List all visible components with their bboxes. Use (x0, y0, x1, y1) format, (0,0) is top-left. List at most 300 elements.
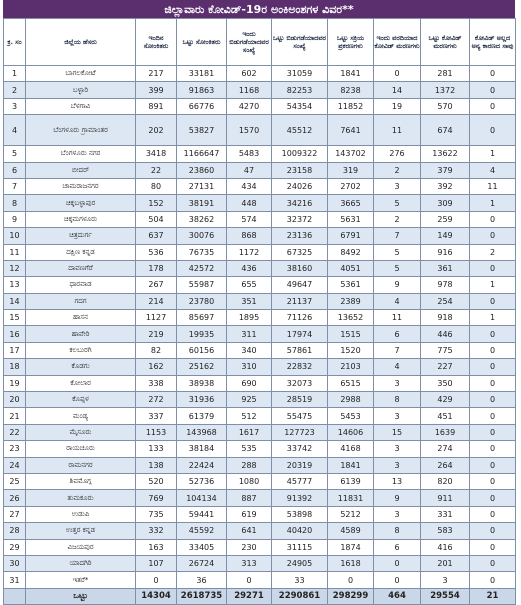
cell-non-covid-deaths: 0 (470, 490, 516, 506)
cell-today-discharged: 641 (227, 523, 272, 539)
cell-today-deaths: 9 (374, 277, 421, 293)
cell-total-cases: 61379 (177, 408, 227, 424)
cell-active-cases: 4051 (328, 260, 374, 276)
cell-total-deaths: 259 (421, 211, 470, 227)
cell-non-covid-deaths: 0 (470, 572, 516, 588)
col-header-district: ಜಿಲ್ಲೆಯ ಹೆಸರು (26, 19, 136, 66)
cell-district: ರಾಯಚೂರು (26, 441, 136, 457)
cell-total-discharged: 71126 (272, 310, 328, 326)
cell-today-discharged: 4270 (227, 98, 272, 114)
cell-active-cases: 11831 (328, 490, 374, 506)
table-row (4, 555, 516, 571)
cell-total-deaths: 820 (421, 473, 470, 489)
cell-today-discharged: 448 (227, 195, 272, 211)
cell-today-discharged: 436 (227, 260, 272, 276)
total-non-covid-deaths: 21 (470, 588, 516, 604)
total-total-discharged: 2290861 (272, 588, 328, 604)
cell-non-covid-deaths: 0 (470, 211, 516, 227)
cell-total-deaths: 674 (421, 115, 470, 146)
cell-total-deaths: 350 (421, 375, 470, 391)
cell-today-discharged: 868 (227, 228, 272, 244)
cell-today-deaths: 0 (374, 66, 421, 82)
cell-today-discharged: 434 (227, 178, 272, 194)
cell-district: ಉಡುಪಿ (26, 506, 136, 522)
cell-today-deaths: 6 (374, 539, 421, 555)
col-header-active-cases: ಒಟ್ಟು ಸಕ್ರಿಯ ಪ್ರಕರಣಗಳು (328, 19, 374, 66)
cell-total-cases: 76735 (177, 244, 227, 260)
cell-today-cases: 520 (136, 473, 177, 489)
cell-total-cases: 31936 (177, 392, 227, 408)
cell-total-discharged: 32073 (272, 375, 328, 391)
cell-total-deaths: 775 (421, 342, 470, 358)
col-header-total-deaths: ಒಟ್ಟು ಕೋವಿಡ್ ಮರಣಗಳು (421, 19, 470, 66)
cell-total-deaths: 264 (421, 457, 470, 473)
cell-total-deaths: 429 (421, 392, 470, 408)
table-row (4, 490, 516, 506)
cell-active-cases: 1841 (328, 66, 374, 82)
cell-total-discharged: 55475 (272, 408, 328, 424)
total-label: ಒಟ್ಟು (26, 588, 136, 604)
cell-total-deaths: 361 (421, 260, 470, 276)
cell-today-discharged: 602 (227, 66, 272, 82)
cell-sl: 15 (4, 310, 26, 326)
cell-today-cases: 133 (136, 441, 177, 457)
cell-total-deaths: 149 (421, 228, 470, 244)
cell-non-covid-deaths: 0 (470, 375, 516, 391)
cell-today-deaths: 3 (374, 506, 421, 522)
table-row (4, 228, 516, 244)
cell-total-cases: 27131 (177, 178, 227, 194)
cell-total-cases: 143968 (177, 424, 227, 440)
cell-active-cases: 319 (328, 162, 374, 178)
cell-today-deaths: 3 (374, 457, 421, 473)
cell-non-covid-deaths: 1 (470, 146, 516, 162)
cell-active-cases: 2389 (328, 293, 374, 309)
cell-sl: 25 (4, 473, 26, 489)
cell-today-discharged: 574 (227, 211, 272, 227)
cell-today-cases: 1127 (136, 310, 177, 326)
cell-today-deaths: 3 (374, 178, 421, 194)
cell-non-covid-deaths: 0 (470, 293, 516, 309)
cell-today-deaths: 11 (374, 115, 421, 146)
cell-total-cases: 91863 (177, 82, 227, 98)
cell-district: ಬೆಳಗಾವಿ (26, 98, 136, 114)
cell-district: ಬೆಂಗಳೂರು ನಗರ (26, 146, 136, 162)
cell-sl: 30 (4, 555, 26, 571)
cell-today-cases: 891 (136, 98, 177, 114)
cell-total-discharged: 31115 (272, 539, 328, 555)
cell-non-covid-deaths: 0 (470, 82, 516, 98)
cell-today-deaths: 3 (374, 375, 421, 391)
cell-total-cases: 59441 (177, 506, 227, 522)
cell-today-deaths: 11 (374, 310, 421, 326)
cell-today-cases: 178 (136, 260, 177, 276)
cell-today-cases: 138 (136, 457, 177, 473)
total-total-cases: 2618735 (177, 588, 227, 604)
cell-total-cases: 23860 (177, 162, 227, 178)
cell-today-discharged: 5483 (227, 146, 272, 162)
cell-today-cases: 272 (136, 392, 177, 408)
cell-total-discharged: 33 (272, 572, 328, 588)
cell-non-covid-deaths: 0 (470, 555, 516, 571)
col-header-today-cases: ಇಂದಿನ ಸೋಂಕಿತರು (136, 19, 177, 66)
cell-total-discharged: 45512 (272, 115, 328, 146)
cell-total-discharged: 23136 (272, 228, 328, 244)
cell-today-discharged: 1895 (227, 310, 272, 326)
table-row (4, 162, 516, 178)
total-today-cases: 14304 (136, 588, 177, 604)
cell-sl: 12 (4, 260, 26, 276)
cell-total-deaths: 392 (421, 178, 470, 194)
cell-sl: 1 (4, 66, 26, 82)
table-row (4, 146, 516, 162)
cell-active-cases: 1874 (328, 539, 374, 555)
cell-non-covid-deaths: 0 (470, 539, 516, 555)
cell-district: ಬಾಗಲಕೋಟೆ (26, 66, 136, 82)
cell-total-deaths: 1372 (421, 82, 470, 98)
total-today-deaths: 464 (374, 588, 421, 604)
table-row (4, 66, 516, 82)
cell-sl: 29 (4, 539, 26, 555)
district-stats-table (3, 18, 516, 605)
cell-today-deaths: 8 (374, 523, 421, 539)
cell-non-covid-deaths: 0 (470, 228, 516, 244)
cell-sl: 27 (4, 506, 26, 522)
cell-district: ಯಾದಗಿರಿ (26, 555, 136, 571)
cell-sl: 2 (4, 82, 26, 98)
cell-sl: 20 (4, 392, 26, 408)
cell-today-cases: 219 (136, 326, 177, 342)
report-title: ಜಿಲ್ಲಾವಾರು ಕೋವಿಡ್-19ರ ಅಂಕಿಅಂಶಗಳ ವಿವರ** (3, 0, 515, 18)
table-row (4, 506, 516, 522)
cell-total-discharged: 28519 (272, 392, 328, 408)
table-row (4, 277, 516, 293)
cell-today-deaths: 3 (374, 408, 421, 424)
cell-total-cases: 19935 (177, 326, 227, 342)
table-row (4, 408, 516, 424)
cell-active-cases: 11852 (328, 98, 374, 114)
cell-district: ಬೆಂಗಳೂರು ಗ್ರಾಮಾಂತರ (26, 115, 136, 146)
cell-total-cases: 66776 (177, 98, 227, 114)
cell-active-cases: 2988 (328, 392, 374, 408)
col-header-total-cases: ಒಟ್ಟು ಸೋಂಕಿತರು (177, 19, 227, 66)
total-active-cases: 298299 (328, 588, 374, 604)
table-row (4, 293, 516, 309)
cell-sl: 5 (4, 146, 26, 162)
cell-sl: 24 (4, 457, 26, 473)
cell-active-cases: 2103 (328, 359, 374, 375)
cell-district: ಮೈಸೂರು (26, 424, 136, 440)
cell-non-covid-deaths: 0 (470, 98, 516, 114)
cell-total-discharged: 31059 (272, 66, 328, 82)
cell-district: ದಾವಣಗೆರೆ (26, 260, 136, 276)
cell-today-deaths: 13 (374, 473, 421, 489)
cell-active-cases: 1841 (328, 457, 374, 473)
cell-total-discharged: 82253 (272, 82, 328, 98)
cell-total-deaths: 379 (421, 162, 470, 178)
cell-sl: 26 (4, 490, 26, 506)
col-header-today-discharged: ಇಂದು ಬಿಡುಗಡೆಯಾದವರ ಸಂಖ್ಯೆ (227, 19, 272, 66)
cell-today-deaths: 6 (374, 326, 421, 342)
totals-row (4, 588, 516, 604)
cell-total-deaths: 978 (421, 277, 470, 293)
cell-today-discharged: 288 (227, 457, 272, 473)
cell-today-discharged: 340 (227, 342, 272, 358)
cell-total-discharged: 34216 (272, 195, 328, 211)
cell-total-discharged: 54354 (272, 98, 328, 114)
cell-today-cases: 107 (136, 555, 177, 571)
cell-today-deaths: 3 (374, 441, 421, 457)
cell-district: ಇತರೆ* (26, 572, 136, 588)
cell-today-cases: 1153 (136, 424, 177, 440)
cell-today-deaths: 19 (374, 98, 421, 114)
cell-today-deaths: 5 (374, 244, 421, 260)
cell-total-cases: 53827 (177, 115, 227, 146)
cell-non-covid-deaths: 0 (470, 342, 516, 358)
cell-total-discharged: 21137 (272, 293, 328, 309)
cell-active-cases: 13652 (328, 310, 374, 326)
cell-today-cases: 214 (136, 293, 177, 309)
cell-non-covid-deaths: 1 (470, 277, 516, 293)
cell-district: ಕೊಡಗು (26, 359, 136, 375)
cell-active-cases: 6791 (328, 228, 374, 244)
cell-total-discharged: 57861 (272, 342, 328, 358)
cell-sl: 10 (4, 228, 26, 244)
cell-total-deaths: 918 (421, 310, 470, 326)
table-row (4, 82, 516, 98)
cell-today-discharged: 311 (227, 326, 272, 342)
table-row (4, 523, 516, 539)
cell-total-deaths: 3 (421, 572, 470, 588)
cell-non-covid-deaths: 1 (470, 195, 516, 211)
cell-total-discharged: 20319 (272, 457, 328, 473)
cell-today-discharged: 1617 (227, 424, 272, 440)
table-row (4, 178, 516, 194)
cell-today-cases: 536 (136, 244, 177, 260)
cell-active-cases: 2702 (328, 178, 374, 194)
table-row (4, 539, 516, 555)
cell-total-cases: 33405 (177, 539, 227, 555)
cell-today-deaths: 7 (374, 342, 421, 358)
cell-sl: 14 (4, 293, 26, 309)
cell-sl: 28 (4, 523, 26, 539)
cell-total-discharged: 127723 (272, 424, 328, 440)
cell-sl: 9 (4, 211, 26, 227)
cell-district: ಧಾರವಾಡ (26, 277, 136, 293)
cell-total-cases: 52736 (177, 473, 227, 489)
cell-district: ಚಿಕ್ಕಬಳ್ಳಾಪುರ (26, 195, 136, 211)
cell-today-deaths: 5 (374, 195, 421, 211)
cell-district: ಉತ್ತರ ಕನ್ನಡ (26, 523, 136, 539)
cell-sl: 18 (4, 359, 26, 375)
table-row (4, 195, 516, 211)
cell-total-discharged: 32372 (272, 211, 328, 227)
cell-today-discharged: 230 (227, 539, 272, 555)
cell-district: ವಿಜಯಪುರ (26, 539, 136, 555)
table-row (4, 441, 516, 457)
cell-total-cases: 38938 (177, 375, 227, 391)
cell-sl: 19 (4, 375, 26, 391)
cell-district: ಮಂಡ್ಯ (26, 408, 136, 424)
cell-non-covid-deaths: 1 (470, 310, 516, 326)
cell-non-covid-deaths: 0 (470, 115, 516, 146)
total-cell-blank (4, 588, 26, 604)
table-row (4, 211, 516, 227)
cell-total-deaths: 916 (421, 244, 470, 260)
cell-today-cases: 152 (136, 195, 177, 211)
cell-total-deaths: 309 (421, 195, 470, 211)
cell-non-covid-deaths: 4 (470, 162, 516, 178)
table-row (4, 260, 516, 276)
cell-total-discharged: 53898 (272, 506, 328, 522)
cell-today-discharged: 1168 (227, 82, 272, 98)
cell-today-deaths: 276 (374, 146, 421, 162)
cell-district: ಗದಗ (26, 293, 136, 309)
cell-non-covid-deaths: 0 (470, 473, 516, 489)
cell-active-cases: 4168 (328, 441, 374, 457)
cell-total-cases: 85697 (177, 310, 227, 326)
cell-non-covid-deaths: 2 (470, 244, 516, 260)
cell-today-cases: 399 (136, 82, 177, 98)
cell-active-cases: 143702 (328, 146, 374, 162)
cell-today-cases: 22 (136, 162, 177, 178)
cell-total-discharged: 22832 (272, 359, 328, 375)
cell-total-cases: 104134 (177, 490, 227, 506)
cell-sl: 4 (4, 115, 26, 146)
cell-today-deaths: 4 (374, 359, 421, 375)
cell-total-deaths: 451 (421, 408, 470, 424)
cell-total-cases: 60156 (177, 342, 227, 358)
cell-district: ದಕ್ಷಿಣ ಕನ್ನಡ (26, 244, 136, 260)
cell-non-covid-deaths: 0 (470, 457, 516, 473)
cell-today-cases: 769 (136, 490, 177, 506)
cell-today-cases: 735 (136, 506, 177, 522)
cell-active-cases: 7641 (328, 115, 374, 146)
cell-today-deaths: 0 (374, 572, 421, 588)
cell-district: ಚಿತ್ರದುರ್ಗ (26, 228, 136, 244)
cell-sl: 23 (4, 441, 26, 457)
cell-sl: 31 (4, 572, 26, 588)
cell-total-deaths: 911 (421, 490, 470, 506)
cell-district: ಹಾವೇರಿ (26, 326, 136, 342)
cell-total-discharged: 67325 (272, 244, 328, 260)
cell-sl: 17 (4, 342, 26, 358)
cell-active-cases: 8492 (328, 244, 374, 260)
cell-total-discharged: 49647 (272, 277, 328, 293)
cell-today-deaths: 7 (374, 228, 421, 244)
cell-today-discharged: 47 (227, 162, 272, 178)
cell-non-covid-deaths: 0 (470, 66, 516, 82)
cell-total-deaths: 331 (421, 506, 470, 522)
cell-today-deaths: 14 (374, 82, 421, 98)
table-row (4, 392, 516, 408)
table-row (4, 342, 516, 358)
col-header-non-covid-deaths: ಕೋವಿಡ್ ಅಲ್ಲದ ಅನ್ಯ ಕಾರಣದ ಸಾವು (470, 19, 516, 66)
cell-district: ಶಿವಮೊಗ್ಗ (26, 473, 136, 489)
cell-total-cases: 55987 (177, 277, 227, 293)
table-row (4, 115, 516, 146)
cell-total-discharged: 33742 (272, 441, 328, 457)
cell-active-cases: 1515 (328, 326, 374, 342)
cell-sl: 16 (4, 326, 26, 342)
cell-total-discharged: 38160 (272, 260, 328, 276)
cell-district: ಕೋಲಾರ (26, 375, 136, 391)
cell-total-discharged: 24026 (272, 178, 328, 194)
cell-sl: 7 (4, 178, 26, 194)
cell-total-cases: 23780 (177, 293, 227, 309)
cell-non-covid-deaths: 0 (470, 392, 516, 408)
cell-active-cases: 8238 (328, 82, 374, 98)
cell-total-cases: 42572 (177, 260, 227, 276)
table-header-row (4, 19, 516, 66)
cell-sl: 8 (4, 195, 26, 211)
table-row (4, 326, 516, 342)
cell-active-cases: 1618 (328, 555, 374, 571)
total-total-deaths: 29554 (421, 588, 470, 604)
cell-today-discharged: 925 (227, 392, 272, 408)
cell-today-deaths: 5 (374, 260, 421, 276)
cell-today-cases: 162 (136, 359, 177, 375)
cell-total-deaths: 227 (421, 359, 470, 375)
cell-today-discharged: 655 (227, 277, 272, 293)
col-header-today-deaths: ಇಂದು ವರದಿಯಾದ ಕೋವಿಡ್ ಮರಣಗಳು (374, 19, 421, 66)
cell-total-deaths: 13622 (421, 146, 470, 162)
cell-sl: 6 (4, 162, 26, 178)
table-row (4, 473, 516, 489)
total-today-discharged: 29271 (227, 588, 272, 604)
cell-sl: 21 (4, 408, 26, 424)
table-row (4, 244, 516, 260)
cell-district: ಹಾಸನ (26, 310, 136, 326)
table-row (4, 424, 516, 440)
cell-sl: 3 (4, 98, 26, 114)
cell-total-cases: 33181 (177, 66, 227, 82)
cell-today-discharged: 313 (227, 555, 272, 571)
cell-total-deaths: 254 (421, 293, 470, 309)
cell-total-discharged: 17974 (272, 326, 328, 342)
cell-active-cases: 5212 (328, 506, 374, 522)
cell-district: ರಾಮನಗರ (26, 457, 136, 473)
cell-today-deaths: 2 (374, 162, 421, 178)
cell-total-cases: 36 (177, 572, 227, 588)
cell-today-cases: 202 (136, 115, 177, 146)
cell-district: ತುಮಕೂರು (26, 490, 136, 506)
cell-today-cases: 3418 (136, 146, 177, 162)
cell-total-deaths: 281 (421, 66, 470, 82)
cell-non-covid-deaths: 0 (470, 523, 516, 539)
cell-non-covid-deaths: 0 (470, 326, 516, 342)
cell-total-cases: 25162 (177, 359, 227, 375)
cell-total-deaths: 446 (421, 326, 470, 342)
cell-total-deaths: 1639 (421, 424, 470, 440)
cell-today-cases: 637 (136, 228, 177, 244)
cell-non-covid-deaths: 0 (470, 441, 516, 457)
cell-total-cases: 38191 (177, 195, 227, 211)
cell-total-cases: 1166647 (177, 146, 227, 162)
cell-active-cases: 6515 (328, 375, 374, 391)
cell-sl: 11 (4, 244, 26, 260)
cell-today-discharged: 512 (227, 408, 272, 424)
cell-total-cases: 38184 (177, 441, 227, 457)
cell-district: ಚಿಕ್ಕಮಗಳೂರು (26, 211, 136, 227)
cell-today-cases: 163 (136, 539, 177, 555)
cell-total-discharged: 1009322 (272, 146, 328, 162)
cell-today-cases: 0 (136, 572, 177, 588)
cell-total-discharged: 40420 (272, 523, 328, 539)
cell-today-cases: 82 (136, 342, 177, 358)
cell-active-cases: 5631 (328, 211, 374, 227)
cell-district: ಬೀದರ್ (26, 162, 136, 178)
